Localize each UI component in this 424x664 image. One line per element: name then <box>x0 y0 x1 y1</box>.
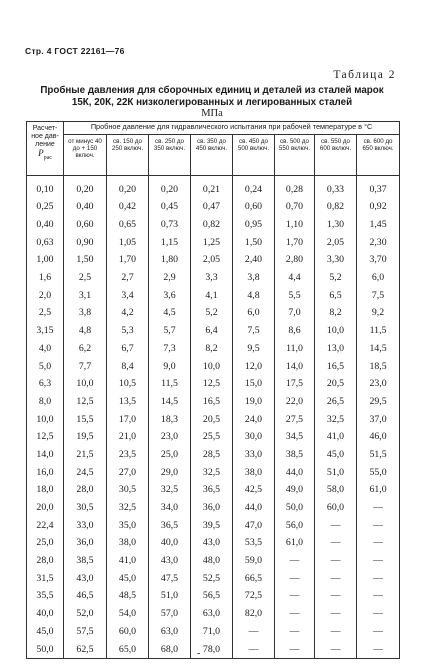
table-row <box>27 640 400 658</box>
test-pressure-cell: 8,2 <box>315 304 357 322</box>
test-pressure-cell: 54,0 <box>107 605 149 623</box>
test-pressure-cell: 2,40 <box>233 251 275 269</box>
test-pressure-cell: 10,0 <box>191 357 233 375</box>
test-pressure-cell: 0,73 <box>149 216 191 234</box>
test-pressure-cell: 0,82 <box>315 198 357 216</box>
design-pressure-cell: 12,5 <box>27 428 64 446</box>
row-header-symbol-subscript: рас <box>43 154 52 161</box>
test-pressure-cell: 15,0 <box>233 375 275 393</box>
test-pressure-cell: — <box>275 552 315 570</box>
test-pressure-cell: 36,5 <box>191 481 233 499</box>
table-row <box>27 216 400 234</box>
test-pressure-cell: 38,0 <box>233 463 275 481</box>
title-line-1: Пробные давления для сборочных единиц и деталей из сталей марок <box>40 85 384 96</box>
test-pressure-cell: 6,0 <box>357 269 400 287</box>
test-pressure-cell: 8,2 <box>191 340 233 358</box>
column-header: св. 150 до 250 включ. <box>107 135 149 176</box>
test-pressure-cell: 26,5 <box>315 393 357 411</box>
design-pressure-cell: 25,0 <box>27 534 64 552</box>
test-pressure-cell: 3,1 <box>64 286 107 304</box>
test-pressure-cell: 51,0 <box>149 587 191 605</box>
test-pressure-cell: 25,0 <box>149 446 191 464</box>
column-header: св. 450 до 500 включ. <box>233 135 275 176</box>
test-pressure-cell: 6,2 <box>64 340 107 358</box>
test-pressure-cell: 52,0 <box>64 605 107 623</box>
design-pressure-cell: 0,63 <box>27 233 64 251</box>
test-pressure-cell: 47,0 <box>233 516 275 534</box>
test-pressure-cell: 82,0 <box>233 605 275 623</box>
test-pressure-cell: 42,5 <box>233 481 275 499</box>
test-pressure-cell: — <box>233 623 275 641</box>
test-pressure-cell: 0,20 <box>107 176 149 199</box>
table-row <box>27 286 400 304</box>
test-pressure-cell: — <box>357 516 400 534</box>
test-pressure-cell: — <box>275 623 315 641</box>
test-pressure-cell: 7,3 <box>149 340 191 358</box>
test-pressure-cell: 0,92 <box>357 198 400 216</box>
test-pressure-cell: 28,0 <box>64 481 107 499</box>
test-pressure-cell: 36,5 <box>149 516 191 534</box>
test-pressure-cell: 1,45 <box>357 216 400 234</box>
column-header: св. 250 до 350 включ. <box>149 135 191 176</box>
table-row <box>27 569 400 587</box>
test-pressure-cell: 40,0 <box>149 534 191 552</box>
test-pressure-cell: 14,5 <box>149 393 191 411</box>
table-row <box>27 198 400 216</box>
test-pressure-cell: 43,0 <box>64 569 107 587</box>
test-pressure-cell: 51,0 <box>315 463 357 481</box>
table-row <box>27 393 400 411</box>
test-pressure-cell: 38,5 <box>275 446 315 464</box>
design-pressure-cell: 0,40 <box>27 216 64 234</box>
test-pressure-cell: 3,4 <box>107 286 149 304</box>
test-pressure-cell: 36,0 <box>191 499 233 517</box>
test-pressure-cell: 46,5 <box>64 587 107 605</box>
column-header-row <box>27 135 400 176</box>
test-pressure-cell: 2,80 <box>275 251 315 269</box>
test-pressure-cell: 12,5 <box>191 375 233 393</box>
test-pressure-cell: 1,15 <box>149 233 191 251</box>
table-row <box>27 428 400 446</box>
test-pressure-cell: 45,0 <box>315 446 357 464</box>
test-pressure-cell: 32,5 <box>107 499 149 517</box>
test-pressure-cell: 2,30 <box>357 233 400 251</box>
table-row <box>27 463 400 481</box>
design-pressure-cell: 4,0 <box>27 340 64 358</box>
test-pressure-cell: 71,0 <box>191 623 233 641</box>
test-pressure-cell: 32,5 <box>149 481 191 499</box>
design-pressure-cell: 2,5 <box>27 304 64 322</box>
test-pressure-cell: 13,0 <box>315 340 357 358</box>
test-pressure-cell: 18,3 <box>149 410 191 428</box>
test-pressure-cell: — <box>315 605 357 623</box>
test-pressure-cell: 6,7 <box>107 340 149 358</box>
test-pressure-cell: 0,40 <box>64 198 107 216</box>
table-row <box>27 251 400 269</box>
test-pressure-cell: 20,5 <box>191 410 233 428</box>
test-pressure-cell: 2,5 <box>64 269 107 287</box>
row-header <box>27 122 64 176</box>
test-pressure-cell: 78,0 <box>191 640 233 658</box>
design-pressure-cell: 40,0 <box>27 605 64 623</box>
test-pressure-cell: 33,0 <box>64 516 107 534</box>
test-pressure-cell: 0,82 <box>191 216 233 234</box>
test-pressure-cell: 1,50 <box>64 251 107 269</box>
table-label: Таблица 2 <box>333 69 396 81</box>
test-pressure-cell: 7,7 <box>64 357 107 375</box>
test-pressure-cell: 43,0 <box>191 534 233 552</box>
design-pressure-cell: 3,15 <box>27 322 64 340</box>
test-pressure-cell: 4,8 <box>233 286 275 304</box>
design-pressure-cell: 20,0 <box>27 499 64 517</box>
test-pressure-cell: — <box>357 499 400 517</box>
test-pressure-cell: 3,30 <box>315 251 357 269</box>
test-pressure-cell: 4,2 <box>107 304 149 322</box>
test-pressure-cell: 49,0 <box>275 481 315 499</box>
test-pressure-cell: 1,80 <box>149 251 191 269</box>
test-pressure-cell: 10,5 <box>107 375 149 393</box>
test-pressure-cell: 0,21 <box>191 176 233 199</box>
test-pressure-cell: 43,0 <box>149 552 191 570</box>
test-pressure-cell: 39,5 <box>191 516 233 534</box>
test-pressure-cell: 25,5 <box>191 428 233 446</box>
table-row <box>27 340 400 358</box>
test-pressure-cell: 52,5 <box>191 569 233 587</box>
row-header-line: Расчет- <box>32 125 58 132</box>
test-pressure-cell: 0,90 <box>64 233 107 251</box>
test-pressure-cell: — <box>315 623 357 641</box>
test-pressure-cell: 15,5 <box>64 410 107 428</box>
test-pressure-cell: 32,5 <box>191 463 233 481</box>
design-pressure-cell: 10,0 <box>27 410 64 428</box>
test-pressure-cell: 44,0 <box>233 499 275 517</box>
design-pressure-cell: 16,0 <box>27 463 64 481</box>
test-pressure-cell: 2,9 <box>149 269 191 287</box>
test-pressure-cell: 3,8 <box>64 304 107 322</box>
test-pressure-cell: 7,5 <box>357 286 400 304</box>
test-pressure-cell: 61,0 <box>357 481 400 499</box>
test-pressure-cell: 47,5 <box>149 569 191 587</box>
test-pressure-cell: 14,0 <box>275 357 315 375</box>
test-pressure-cell: 56,5 <box>191 587 233 605</box>
test-pressure-cell: 4,1 <box>191 286 233 304</box>
test-pressure-cell: 27,5 <box>275 410 315 428</box>
test-pressure-cell: 46,0 <box>357 428 400 446</box>
table-body <box>27 176 400 659</box>
test-pressure-cell: 9,0 <box>149 357 191 375</box>
design-pressure-cell: 0,10 <box>27 176 64 199</box>
test-pressure-cell: 57,5 <box>64 623 107 641</box>
test-pressure-cell: 10,0 <box>315 322 357 340</box>
test-pressure-cell: 20,5 <box>315 375 357 393</box>
test-pressure-cell: 38,0 <box>107 534 149 552</box>
test-pressure-cell: 5,2 <box>315 269 357 287</box>
test-pressure-cell: — <box>357 623 400 641</box>
test-pressure-cell: 59,0 <box>233 552 275 570</box>
design-pressure-cell: 35,5 <box>27 587 64 605</box>
column-header: св. 600 до 650 включ. <box>357 135 400 176</box>
test-pressure-cell: — <box>357 552 400 570</box>
test-pressure-cell: 0,60 <box>233 198 275 216</box>
test-pressure-cell: 21,0 <box>107 428 149 446</box>
design-pressure-cell: 22,4 <box>27 516 64 534</box>
test-pressure-cell: 4,5 <box>149 304 191 322</box>
test-pressure-cell: 30,0 <box>233 428 275 446</box>
design-pressure-cell: 28,0 <box>27 552 64 570</box>
table-row <box>27 357 400 375</box>
row-header-line: ное дав- <box>31 133 59 140</box>
test-pressure-cell: 33,0 <box>233 446 275 464</box>
test-pressure-cell: — <box>233 640 275 658</box>
table-row <box>27 269 400 287</box>
test-pressure-cell: 14,5 <box>357 340 400 358</box>
table-row <box>27 322 400 340</box>
table-row <box>27 623 400 641</box>
test-pressure-cell: 34,0 <box>149 499 191 517</box>
footer-mark: - <box>197 648 201 659</box>
table-row <box>27 481 400 499</box>
test-pressure-cell: — <box>315 552 357 570</box>
test-pressure-cell: 28,5 <box>191 446 233 464</box>
test-pressure-cell: 12,5 <box>64 393 107 411</box>
design-pressure-cell: 2,0 <box>27 286 64 304</box>
test-pressure-cell: 5,2 <box>191 304 233 322</box>
test-pressure-cell: 63,0 <box>191 605 233 623</box>
test-pressure-cell: 11,5 <box>149 375 191 393</box>
test-pressure-cell: 6,5 <box>315 286 357 304</box>
design-pressure-cell: 31,5 <box>27 569 64 587</box>
test-pressure-cell: 1,70 <box>275 233 315 251</box>
test-pressure-cell: — <box>315 516 357 534</box>
test-pressure-cell: 29,0 <box>149 463 191 481</box>
test-pressure-cell: 1,70 <box>107 251 149 269</box>
pressure-table <box>26 121 400 659</box>
test-pressure-cell: 2,7 <box>107 269 149 287</box>
test-pressure-cell: 24,5 <box>64 463 107 481</box>
page-header: Стр. 4 ГОСТ 22161—76 <box>25 46 125 56</box>
test-pressure-cell: 24,0 <box>233 410 275 428</box>
test-pressure-cell: — <box>357 640 400 658</box>
test-pressure-cell: 5,7 <box>149 322 191 340</box>
test-pressure-cell: 1,10 <box>275 216 315 234</box>
test-pressure-cell: 3,70 <box>357 251 400 269</box>
test-pressure-cell: — <box>275 640 315 658</box>
test-pressure-cell: 23,0 <box>357 375 400 393</box>
test-pressure-cell: 1,05 <box>107 233 149 251</box>
group-header: Пробное давление для гидравлического испытания при рабочей температуре в °С <box>64 122 400 135</box>
test-pressure-cell: 60,0 <box>315 499 357 517</box>
test-pressure-cell: 3,8 <box>233 269 275 287</box>
test-pressure-cell: 58,0 <box>315 481 357 499</box>
test-pressure-cell: 0,47 <box>191 198 233 216</box>
test-pressure-cell: 12,0 <box>233 357 275 375</box>
test-pressure-cell: 35,0 <box>107 516 149 534</box>
test-pressure-cell: 3,3 <box>191 269 233 287</box>
design-pressure-cell: 8,0 <box>27 393 64 411</box>
test-pressure-cell: 23,0 <box>149 428 191 446</box>
test-pressure-cell: 13,5 <box>107 393 149 411</box>
test-pressure-cell: 18,5 <box>357 357 400 375</box>
test-pressure-cell: 8,6 <box>275 322 315 340</box>
test-pressure-cell: 0,45 <box>149 198 191 216</box>
test-pressure-cell: 48,5 <box>107 587 149 605</box>
design-pressure-cell: 1,00 <box>27 251 64 269</box>
test-pressure-cell: 0,95 <box>233 216 275 234</box>
test-pressure-cell: 2,05 <box>315 233 357 251</box>
test-pressure-cell: 4,4 <box>275 269 315 287</box>
test-pressure-cell: 0,37 <box>357 176 400 199</box>
table-row <box>27 499 400 517</box>
test-pressure-cell: — <box>275 569 315 587</box>
table-row <box>27 446 400 464</box>
test-pressure-cell: 32,5 <box>315 410 357 428</box>
test-pressure-cell: 17,0 <box>107 410 149 428</box>
test-pressure-cell: 55,0 <box>357 463 400 481</box>
test-pressure-cell: 41,0 <box>315 428 357 446</box>
test-pressure-cell: 68,0 <box>149 640 191 658</box>
test-pressure-cell: 5,3 <box>107 322 149 340</box>
test-pressure-cell: — <box>357 605 400 623</box>
test-pressure-cell: 19,5 <box>64 428 107 446</box>
test-pressure-cell: 1,30 <box>315 216 357 234</box>
test-pressure-cell: 0,70 <box>275 198 315 216</box>
test-pressure-cell: 1,50 <box>233 233 275 251</box>
test-pressure-cell: 50,0 <box>275 499 315 517</box>
table-row <box>27 304 400 322</box>
test-pressure-cell: 36,0 <box>64 534 107 552</box>
test-pressure-cell: 1,25 <box>191 233 233 251</box>
test-pressure-cell: 62,5 <box>64 640 107 658</box>
test-pressure-cell: 41,0 <box>107 552 149 570</box>
test-pressure-cell: 61,0 <box>275 534 315 552</box>
test-pressure-cell: 45,0 <box>107 569 149 587</box>
table-row <box>27 233 400 251</box>
test-pressure-cell: 48,0 <box>191 552 233 570</box>
test-pressure-cell: 51,5 <box>357 446 400 464</box>
test-pressure-cell: 7,0 <box>275 304 315 322</box>
test-pressure-cell: 16,5 <box>191 393 233 411</box>
column-header: св. 350 до 450 включ. <box>191 135 233 176</box>
test-pressure-cell: 0,28 <box>275 176 315 199</box>
test-pressure-cell: — <box>357 587 400 605</box>
test-pressure-cell: 4,8 <box>64 322 107 340</box>
test-pressure-cell: 60,0 <box>107 623 149 641</box>
test-pressure-cell: 23,5 <box>107 446 149 464</box>
test-pressure-cell: 53,5 <box>233 534 275 552</box>
test-pressure-cell: 9,2 <box>357 304 400 322</box>
row-header-line: ление <box>35 141 55 148</box>
design-pressure-cell: 0,25 <box>27 198 64 216</box>
test-pressure-cell: 29,5 <box>357 393 400 411</box>
test-pressure-cell: 63,0 <box>149 623 191 641</box>
test-pressure-cell: 66,5 <box>233 569 275 587</box>
test-pressure-cell: 27,0 <box>107 463 149 481</box>
test-pressure-cell: 30,5 <box>64 499 107 517</box>
test-pressure-cell: 0,24 <box>233 176 275 199</box>
test-pressure-cell: 65,0 <box>107 640 149 658</box>
test-pressure-cell: 17,5 <box>275 375 315 393</box>
table-row <box>27 552 400 570</box>
test-pressure-cell: 2,05 <box>191 251 233 269</box>
test-pressure-cell: — <box>357 534 400 552</box>
test-pressure-cell: — <box>275 587 315 605</box>
test-pressure-cell: 57,0 <box>149 605 191 623</box>
test-pressure-cell: 16,5 <box>315 357 357 375</box>
test-pressure-cell: 11,0 <box>275 340 315 358</box>
design-pressure-cell: 18,0 <box>27 481 64 499</box>
table-row <box>27 534 400 552</box>
table-row <box>27 375 400 393</box>
test-pressure-cell: 0,33 <box>315 176 357 199</box>
test-pressure-cell: 6,0 <box>233 304 275 322</box>
design-pressure-cell: 1,6 <box>27 269 64 287</box>
row-header-symbol <box>28 149 62 162</box>
design-pressure-cell: 5,0 <box>27 357 64 375</box>
column-header: от минус 40 до + 150 включ. <box>64 135 107 176</box>
test-pressure-cell: 21,5 <box>64 446 107 464</box>
test-pressure-cell: 56,0 <box>275 516 315 534</box>
test-pressure-cell: 5,5 <box>275 286 315 304</box>
test-pressure-cell: — <box>315 640 357 658</box>
table-title <box>30 85 394 120</box>
table-row <box>27 410 400 428</box>
test-pressure-cell: 0,20 <box>149 176 191 199</box>
title-line-2: 15К, 20К, 22К низколегированных и легированных сталей <box>71 96 353 108</box>
column-header: св. 550 до 600 включ. <box>315 135 357 176</box>
test-pressure-cell: 72,5 <box>233 587 275 605</box>
design-pressure-cell: 50,0 <box>27 640 64 658</box>
test-pressure-cell: — <box>275 605 315 623</box>
design-pressure-cell: 45,0 <box>27 623 64 641</box>
test-pressure-cell: 0,65 <box>107 216 149 234</box>
test-pressure-cell: 3,6 <box>149 286 191 304</box>
test-pressure-cell: 30,5 <box>107 481 149 499</box>
test-pressure-cell: 9,5 <box>233 340 275 358</box>
test-pressure-cell: 0,42 <box>107 198 149 216</box>
table-row <box>27 605 400 623</box>
table-row <box>27 516 400 534</box>
test-pressure-cell: — <box>315 534 357 552</box>
test-pressure-cell: 7,5 <box>233 322 275 340</box>
test-pressure-cell: 37,0 <box>357 410 400 428</box>
test-pressure-cell: 38,5 <box>64 552 107 570</box>
table-row <box>27 587 400 605</box>
design-pressure-cell: 14,0 <box>27 446 64 464</box>
test-pressure-cell: 44,0 <box>275 463 315 481</box>
test-pressure-cell: 22,0 <box>275 393 315 411</box>
test-pressure-cell: 11,5 <box>357 322 400 340</box>
design-pressure-cell: 6,3 <box>27 375 64 393</box>
table-row <box>27 176 400 199</box>
test-pressure-cell: 0,60 <box>64 216 107 234</box>
test-pressure-cell: 8,4 <box>107 357 149 375</box>
row-header-symbol-letter: P <box>38 148 44 158</box>
test-pressure-cell: 19,0 <box>233 393 275 411</box>
column-header: св. 500 до 550 включ. <box>275 135 315 176</box>
test-pressure-cell: — <box>315 569 357 587</box>
unit-label: МПа <box>201 108 223 119</box>
test-pressure-cell: — <box>315 587 357 605</box>
test-pressure-cell: 34,5 <box>275 428 315 446</box>
test-pressure-cell: 0,20 <box>64 176 107 199</box>
test-pressure-cell: 10,0 <box>64 375 107 393</box>
test-pressure-cell: — <box>357 569 400 587</box>
test-pressure-cell: 6,4 <box>191 322 233 340</box>
